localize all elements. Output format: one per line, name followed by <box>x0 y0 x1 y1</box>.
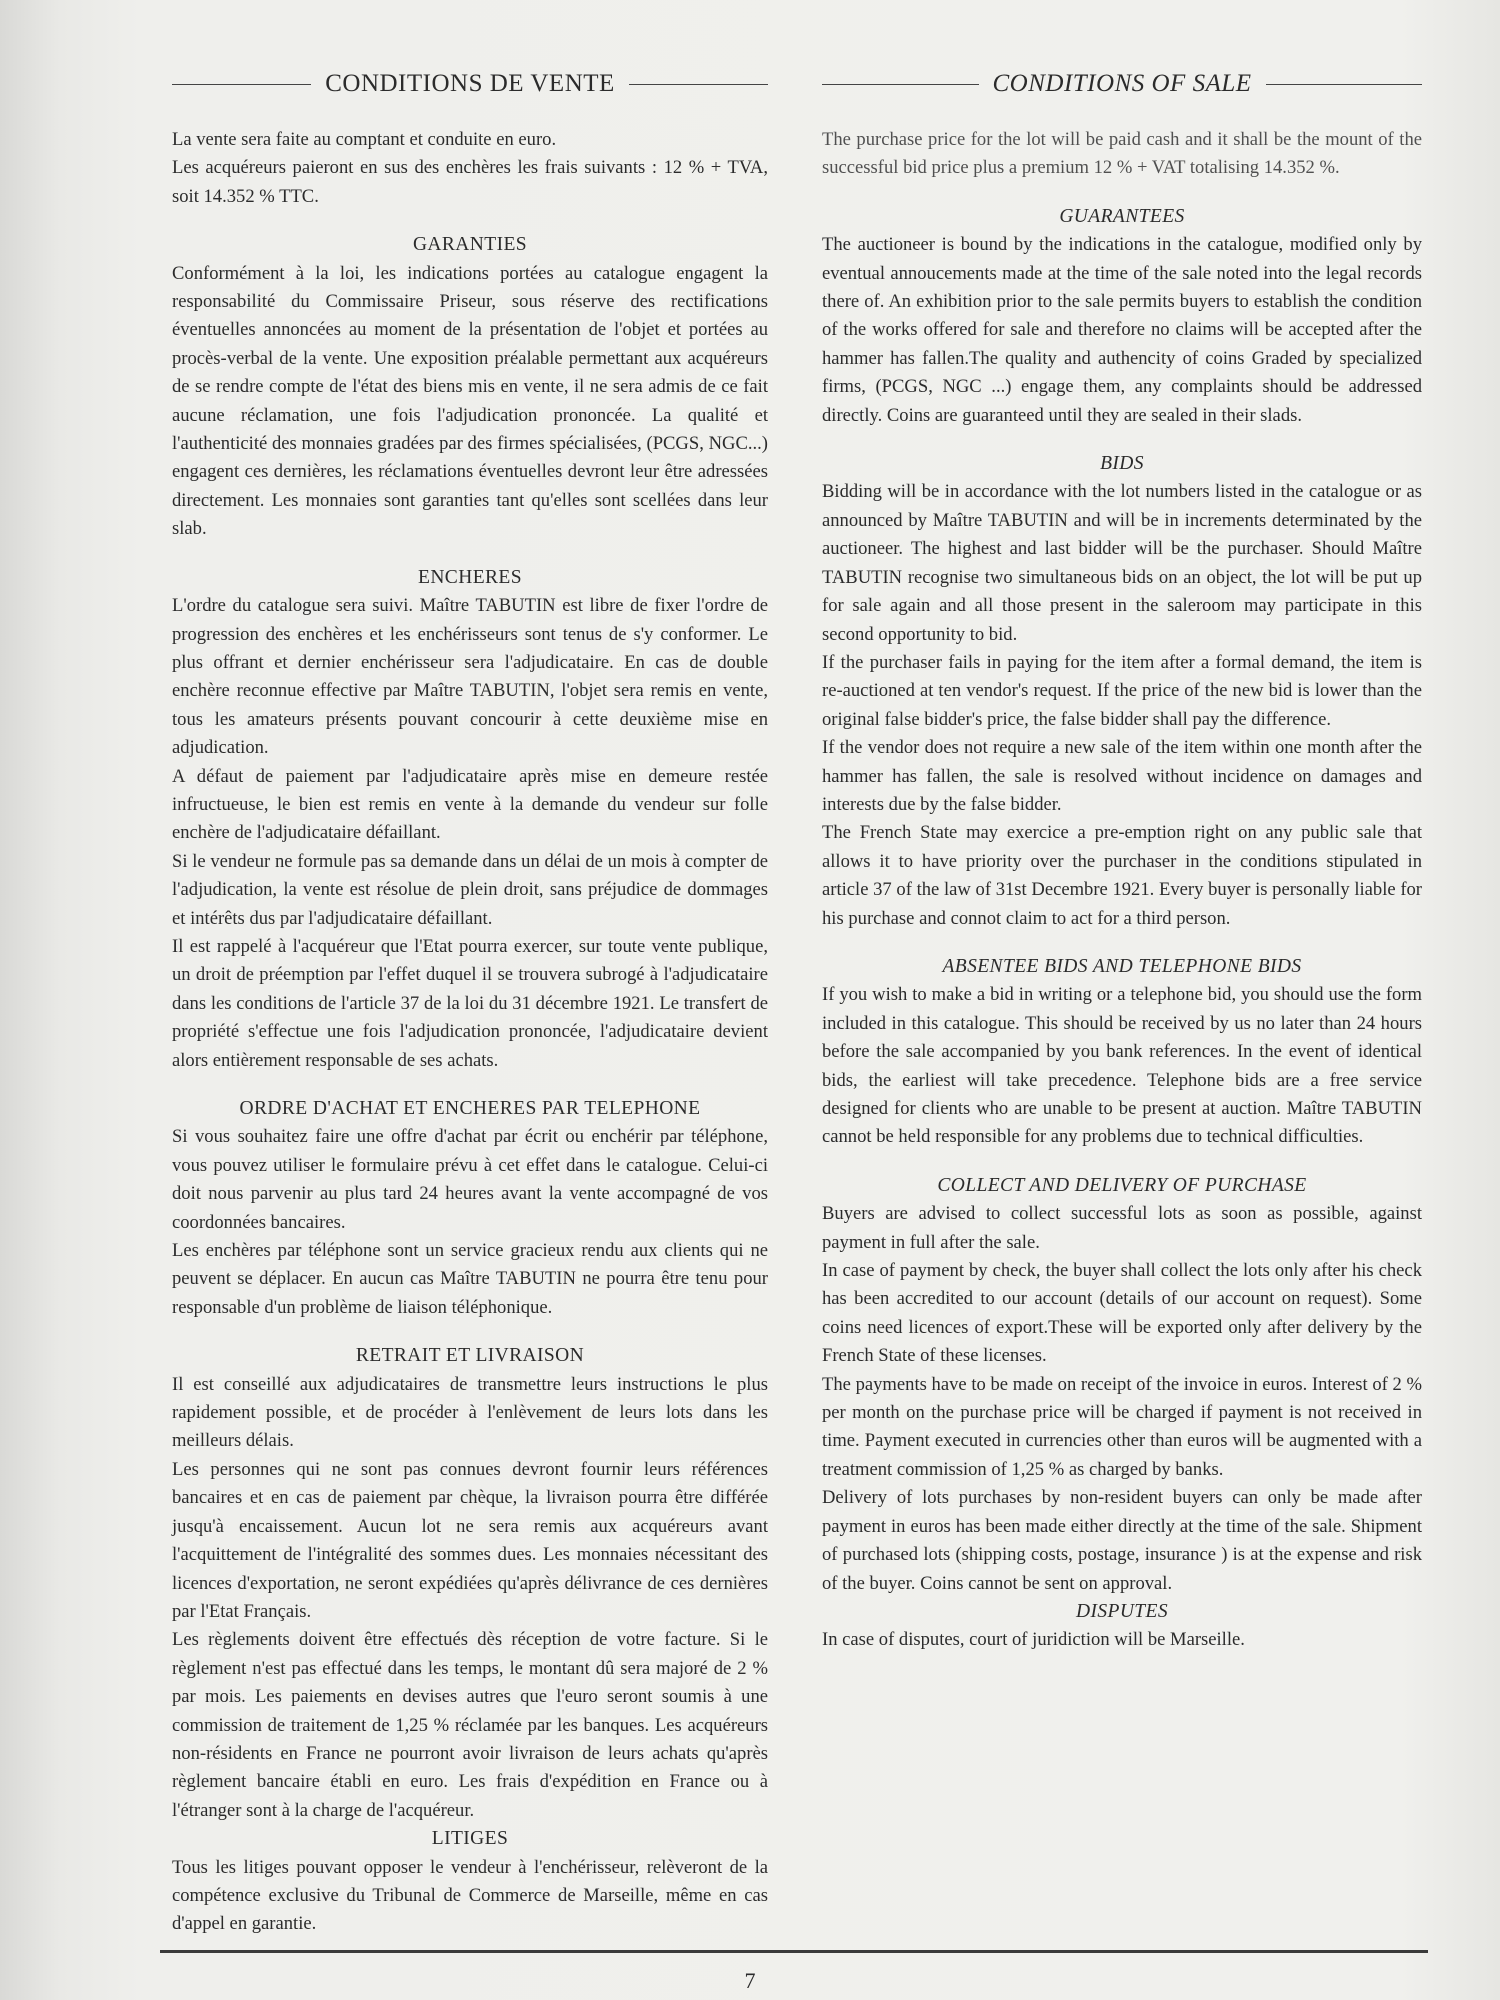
header-rule-left <box>822 84 979 85</box>
section-title: BIDS <box>1100 453 1144 475</box>
section-paragraph: Si le vendeur ne formule pas sa demande dans un délai de un mois à compter de l'adjudication, la vente est résolue de plein droit, sans préjudice de dommages et intérêts dus par l'adjudicataire défaillant. <box>172 850 768 929</box>
section-paragraph: The payments have to be made on receipt of the invoice in euros. Interest of 2 % per month on the purchase price will be charged if payment is not received in time. Payment executed in currencies other than euros will be augmented with a treatment commission of 1,25 % as charged by banks. <box>822 1373 1422 1480</box>
french-column <box>172 62 768 1939</box>
section-paragraph: Buyers are advised to collect successful lots as soon as possible, against payment in full after the sale. <box>822 1203 1422 1253</box>
section-paragraph: Les règlements doivent être effectués dès réception de votre facture. Si le règlement n'est pas effectué dans les temps, le montant dû sera majoré de 2 % par mois. Les paiements en devises autres que l'euro seront soumis à une commission de traitement de 1,25 % réclamée par les banques. Les acquéreurs non-résidents en France ne pourront avoir livraison de leurs achats qu'après règlement bancaire établi en euro. Les frais d'expédition en France ou à l'étranger sont à la charge de l'acquéreur. <box>172 1629 768 1821</box>
section-title: RETRAIT ET LIVRAISON <box>355 1345 585 1367</box>
section-encheres <box>172 564 768 1075</box>
section-title: LITIGES <box>431 1828 509 1850</box>
section-ordre-achat <box>172 1095 768 1322</box>
french-header <box>172 62 768 106</box>
section-guarantees <box>822 203 1422 430</box>
section-litiges <box>172 1825 768 1939</box>
section-title: GUARANTEES <box>1059 205 1185 227</box>
section-bids <box>822 450 1422 933</box>
section-title: GARANTIES <box>412 234 528 256</box>
english-header-title: CONDITIONS OF SALE <box>992 69 1252 97</box>
section-paragraph: The auctioneer is bound by the indications in the catalogue, modified only by eventual annoucements made at the time of the sale noted into the legal records there of. An exhibition prior to the sale permits buyers to establish the condition of the works offered for sale and therefore no claims will be accepted after the hammer has fallen.The quality and authencity of coins Graded by specialized firms, (PCGS, NGC ...) engage them, any complaints should be addressed directly. Coins are guaranteed until they are sealed in their slads. <box>822 234 1422 426</box>
page-number: 7 <box>744 1968 756 1993</box>
section-absentee-bids <box>822 953 1422 1152</box>
section-paragraph: In case of disputes, court of juridiction will be Marseille. <box>822 1629 1245 1651</box>
section-paragraph: Si vous souhaitez faire une offre d'achat par écrit ou enchérir par téléphone, vous pouvez utiliser le formulaire prévu à cet effet dans le catalogue. Celui-ci doit nous parvenir au plus tard 24 heures avant la vente accompagné de vos coordonnées bancaires. <box>172 1126 768 1233</box>
section-paragraph: A défaut de paiement par l'adjudicataire après mise en demeure restée infructueuse, le bien est remis en vente à la demande du vendeur sur folle enchère de l'adjudicataire défaillant. <box>172 765 768 844</box>
intro-paragraph: Les acquéreurs paieront en sus des enchères les frais suivants : 12 % + TVA, soit 14.352 % TTC. <box>172 157 768 207</box>
footer-rule <box>160 1950 1428 1953</box>
section-paragraph: The French State may exercice a pre-emption right on any public sale that allows it to have priority over the purchaser in the conditions stipulated in article 37 of the law of 31st Decembre 1921. Every buyer is personally liable for his purchase and connot claim to act for a third person. <box>822 822 1422 929</box>
section-paragraph: In case of payment by check, the buyer shall collect the lots only after his check has been accredited to our account (details of our account on request). Some coins need licences of export.These will be exported only after delivery by the French State of these licenses. <box>822 1260 1422 1367</box>
french-header-title: CONDITIONS DE VENTE <box>325 69 615 97</box>
section-title: ABSENTEE BIDS AND TELEPHONE BIDS <box>942 955 1302 977</box>
section-paragraph: Bidding will be in accordance with the lot numbers listed in the catalogue or as announced by Maître TABUTIN and will be in increments determinated by the auctioneer. The highest and last bidder will be the purchaser. Should Maître TABUTIN recognise two simultaneous bids on an object, the lot will be put up for sale again and all those present in the saleroom may participate in this second opportunity to bid. <box>822 481 1422 645</box>
section-title: DISPUTES <box>1075 1600 1169 1622</box>
section-paragraph: Conformément à la loi, les indications portées au catalogue engagent la responsabilité du Commissaire Priseur, sous réserve des rectifications éventuelles annoncées au moment de la présentation de l'objet et portées au procès-verbal de la vente. Une exposition préalable permettant aux acquéreurs de se rendre compte de l'état des biens mis en vente, il ne sera admis de ce fait aucune réclamation, une fois l'adjudication prononcée. La qualité et l'authenticité des monnaies gradées par des firmes spécialisées, (PCGS, NGC...) engagent ces dernières, les réclamations éventuelles devront leur être adressées directement. Les monnaies sont garanties tant qu'elles sont scellées dans leur slab. <box>172 262 768 540</box>
english-header <box>822 62 1422 106</box>
section-paragraph: If the vendor does not require a new sale of the item within one month after the hammer has fallen, the sale is resolved without incidence on damages and interests due by the false bidder. <box>822 737 1422 815</box>
section-disputes <box>822 1598 1422 1655</box>
section-garanties <box>172 231 768 543</box>
section-paragraph: L'ordre du catalogue sera suivi. Maître TABUTIN est libre de fixer l'ordre de progression des enchères et les enchérisseurs sont tenus de s'y conformer. Le plus offrant et dernier enchérisseur sera l'adjudicataire. En cas de double enchère reconnue effective par Maître TABUTIN, l'objet sera remis en vente, tous les amateurs présents pouvant concourir à cette deuxième mise en adjudication. <box>172 595 768 759</box>
section-paragraph: Tous les litiges pouvant opposer le vendeur à l'enchérisseur, relèveront de la compétence exclusive du Tribunal de Commerce de Marseille, même en cas d'appel en garantie. <box>172 1856 768 1935</box>
header-rule-right <box>1266 84 1423 85</box>
section-paragraph: If you wish to make a bid in writing or a telephone bid, you should use the form included in this catalogue. This should be received by us no later than 24 hours before the sale accompanied by you bank references. In the event of identical bids, the earliest will take precedence. Telephone bids are a free service designed for clients who are unable to be present at auction. Maître TABUTIN cannot be held responsible for any problems due to technical difficulties. <box>822 984 1422 1148</box>
header-rule-left <box>172 84 311 85</box>
french-intro <box>172 126 768 211</box>
section-paragraph: Il est rappelé à l'acquéreur que l'Etat pourra exercer, sur toute vente publique, un droit de préemption par l'effet duquel il se trouvera subrogé à l'adjudicataire dans les conditions de l'article 37 de la loi du 31 décembre 1921. Le transfert de propriété s'effectue une fois l'adjudication prononcée, l'adjudicataire devient alors entièrement responsable de ses achats. <box>172 935 768 1071</box>
header-rule-right <box>629 84 768 85</box>
intro-paragraph: The purchase price for the lot will be paid cash and it shall be the mount of the successful bid price plus a premium 12 % + VAT totalising 14.352 %. <box>822 129 1422 179</box>
section-retrait <box>172 1342 768 1825</box>
section-paragraph: Il est conseillé aux adjudicataires de transmettre leurs instructions le plus rapidement possible, et de procéder à l'enlèvement de leurs lots dans les meilleurs délais. <box>172 1373 768 1452</box>
section-paragraph: If the purchaser fails in paying for the item after a formal demand, the item is re-auctioned at ten vendor's request. If the price of the new bid is lower than the original false bidder's price, the false bidder shall pay the difference. <box>822 651 1422 730</box>
english-intro <box>822 126 1422 183</box>
section-paragraph: Les enchères par téléphone sont un service gracieux rendu aux clients qui ne peuvent se déplacer. En aucun cas Maître TABUTIN ne pourra être tenu pour responsable d'un problème de liaison téléphonique. <box>172 1240 768 1318</box>
english-column <box>822 62 1422 1655</box>
section-title: COLLECT AND DELIVERY OF PURCHASE <box>937 1174 1307 1196</box>
section-title: ORDRE D'ACHAT ET ENCHERES PAR TELEPHONE <box>239 1098 701 1119</box>
section-title: ENCHERES <box>418 566 522 588</box>
section-paragraph: Delivery of lots purchases by non-resident buyers can only be made after payment in euros has been made either directly at the time of the sale. Shipment of purchased lots (shipping costs, postage, insurance ) is at the expense and risk of the buyer. Coins cannot be sent on approval. <box>822 1487 1422 1594</box>
intro-paragraph: La vente sera faite au comptant et conduite en euro. <box>172 129 557 150</box>
section-collect-delivery <box>822 1172 1422 1598</box>
section-paragraph: Les personnes qui ne sont pas connues devront fournir leurs références bancaires et en cas de paiement par chèque, la livraison pourra être différée jusqu'à encaissement. Aucun lot ne sera remis aux acquéreurs avant l'acquittement de l'intégralité des sommes dues. Les monnaies nécessitant des licences d'exportation, ne seront expédiées qu'après délivrance de ces dernières par l'Etat Français. <box>172 1458 768 1622</box>
